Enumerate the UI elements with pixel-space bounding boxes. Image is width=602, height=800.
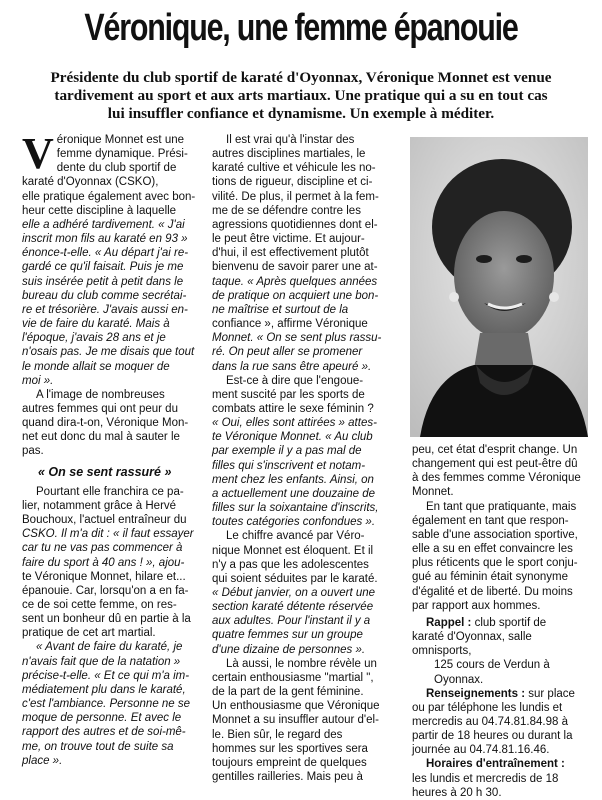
text-line: confiance », affirme Véronique	[212, 318, 368, 331]
text-line: Le chiffre avancé par Véro-	[226, 530, 365, 543]
text-line: sent un bonheur dû en partie à la	[22, 613, 191, 626]
text-line: par exemple il y a pas mal de	[212, 445, 362, 458]
text-line: Un enthousiasme que Véronique	[212, 700, 380, 713]
text-line: A l'image de nombreuses	[36, 388, 165, 401]
text-line: ré. On peut aller se promener	[212, 346, 363, 359]
text-line: section karaté détente réservée	[212, 601, 374, 614]
text-line: suis insérée petit à petit dans le	[22, 275, 184, 288]
portrait-photo	[410, 137, 588, 437]
renseignements-line: mercredis au 04.74.81.84.98 à	[412, 715, 568, 728]
text-line: filles qui s'inscrivent et notam-	[212, 459, 366, 472]
column-3-text	[412, 443, 588, 613]
text-line: Bouchoux, l'actuel entraîneur du	[22, 514, 187, 527]
text-line: femme dynamique. Prési-	[56, 148, 188, 161]
text-line: également en tant que respon-	[412, 514, 569, 527]
text-line: te Véronique Monnet, hilare et...	[22, 570, 186, 583]
text-line: énonce-t-elle. « Au départ j'ai re-	[22, 247, 189, 260]
text-line: plus réticents que le sport conju-	[412, 557, 578, 570]
text-line: a actuellement une douzaine de	[212, 487, 376, 500]
text-line: te Véronique Monnet. « Au club	[212, 431, 373, 444]
text-line: ne maîtrise et surtout de la	[212, 303, 349, 316]
text-line: peu, cet état d'esprit change. Un	[412, 444, 578, 456]
text-line: par rapport aux hommes.	[412, 599, 541, 612]
text-line: net eut donc du mal à sauter le	[22, 431, 180, 444]
dropcap: V	[22, 129, 54, 178]
lead-line: Présidente du club sportif de karaté d'Oyonnax, Véronique Monnet est venue	[50, 69, 552, 86]
text-line: Monnet a su insuffler autour d'el-	[212, 714, 379, 727]
text-line: car tu ne vas pas commencer à	[22, 542, 183, 555]
text-line: moi ».	[22, 374, 54, 387]
text-line: rapport des autres et de soi-mê-	[22, 726, 186, 739]
text-line: médiatement plu dans le karaté,	[22, 683, 186, 696]
text-line: de pratique on acquiert une bon-	[212, 289, 379, 302]
renseignements-line: journée au 04.74.81.16.46.	[412, 744, 550, 757]
text-line: « Oui, elles sont attirées » attes-	[212, 417, 377, 430]
text-line: autres femmes qui ont peur du	[22, 402, 178, 415]
text-line: l'époque, j'avais 28 ans et je	[22, 332, 166, 345]
text-line: elle pratique également avec bon-	[22, 190, 196, 203]
text-line: combats attire le sexe féminin ?	[212, 402, 374, 415]
text-line: lier, notamment grâce à Hervé	[22, 499, 177, 512]
text-line: autres disciplines martiales, le	[212, 148, 366, 161]
column-2	[212, 133, 402, 784]
lead-line: tardivement au sport et aux arts martiaux. Une pratique qui a su en tout cas	[54, 87, 548, 104]
text-line: inscrit mon fils au karaté en 93 »	[22, 233, 188, 246]
rappel-text: club sportif de	[471, 616, 547, 629]
text-line: gardé ce qu'il faisait. Puis je me	[22, 261, 184, 274]
text-line: taque. « Après quelques années	[212, 275, 378, 288]
rappel-line: 125 cours de Verdun à Oyonnax.	[434, 659, 550, 686]
text-line: « Avant de faire du karaté, je	[36, 641, 183, 654]
text-line: CSKO. Il m'a dit : « il faut essayer	[22, 528, 194, 541]
text-line: vilité. De plus, il permet à la fem-	[212, 190, 379, 203]
article-title: Véronique, une femme épanouie	[84, 7, 518, 49]
text-line: certain enthousiasme "martial ",	[212, 671, 374, 684]
text-line: n'avais fait que de la natation »	[22, 655, 181, 668]
text-line: me de se défendre contre les	[212, 204, 361, 217]
renseignements-line: ou par téléphone les lundis et	[412, 701, 563, 714]
text-line: Il est vrai qu'à l'instar des	[226, 134, 355, 146]
text-line: c'est l'ambiance. Personne ne se	[22, 698, 191, 711]
text-line: le peut être victime. Et aujour-	[212, 233, 365, 246]
text-line: ment chez les enfants. Ainsi, on	[212, 473, 374, 486]
text-line: toutes catégories confondues ».	[212, 516, 376, 529]
text-line: ce de soi cette femme, on res-	[22, 599, 177, 611]
info-box	[412, 616, 588, 800]
text-line: moque de personne. Et avec le	[22, 712, 182, 725]
text-line: Monnet.	[412, 486, 454, 499]
text-line: n'osais pas. Je me disais que tout	[22, 346, 195, 359]
column-2-text	[212, 133, 402, 784]
text-line: toujours empreint de quelques	[212, 756, 367, 769]
text-line: d'hui, il est effectivement plutôt	[212, 247, 369, 260]
text-line: ment suscité par les sports de	[212, 388, 365, 401]
text-line: dans la rue sans être apeuré ».	[212, 360, 372, 373]
text-line: d'égalité et de liberté. Du moins	[412, 585, 573, 598]
text-line: Là aussi, le nombre révèle un	[226, 657, 377, 670]
text-line: épanouie. Car, lorsqu'on a en fa-	[22, 584, 189, 597]
rappel-block	[412, 616, 588, 630]
text-line: aux adultes. Pour l'instant il y a	[212, 615, 371, 628]
horaires-line: les lundis et mercredis de 18	[412, 772, 559, 785]
text-line: Pourtant elle franchira ce pa-	[36, 485, 184, 498]
text-line: Est-ce à dire que l'engoue-	[226, 374, 364, 387]
text-line: gué au féminin était synonyme	[412, 571, 568, 584]
text-line: de la part de la gent féminine.	[212, 686, 364, 699]
text-line: pas.	[22, 445, 44, 458]
text-line: n'y a pas que les adolescentes	[212, 558, 369, 571]
text-line: sable d'une association sportive,	[412, 528, 578, 541]
text-line: dente du club sportif de	[56, 162, 177, 175]
text-line: éronique Monnet est une	[56, 134, 185, 146]
text-line: Monnet. « On se sent plus rassu-	[212, 332, 382, 345]
text-line: pratique de cet art martial.	[22, 627, 156, 640]
text-line: En tant que pratiquante, mais	[426, 500, 577, 513]
text-line: bureau du club comme secrétai-	[22, 289, 187, 302]
column-3	[412, 443, 588, 800]
subheading: « On se sent rassuré »	[38, 464, 172, 479]
text-line: « Début janvier, on a ouvert une	[212, 587, 376, 599]
text-line: le monde allait se moquer de	[22, 360, 170, 373]
text-line: agressions quotidiennes dont el-	[212, 218, 378, 231]
text-line: hommes sur les sportives sera	[212, 742, 368, 755]
text-line: tions de rigueur, discipline et ci-	[212, 176, 373, 189]
text-line: heur cette discipline à laquelle	[22, 204, 177, 217]
renseignements-block	[412, 687, 588, 701]
text-line: quand dira-t-on, Véronique Mon-	[22, 417, 189, 430]
article-lead	[20, 69, 582, 123]
renseignements-line: partir de 18 heures ou durant la	[412, 730, 573, 743]
text-line: d'une dizaine de personnes ».	[212, 643, 366, 656]
column-1-text-continued	[22, 485, 198, 768]
renseignements-label: Renseignements :	[426, 687, 526, 700]
text-line: précise-t-elle. « Et ce qui m'a im-	[22, 669, 190, 682]
text-line: le. Bien sûr, le regard des	[212, 728, 343, 741]
text-line: changement qui est peut-être dû	[412, 458, 578, 471]
text-line: me, on trouve tout de suite sa	[22, 740, 174, 753]
text-line: bienvenu de savoir parer une at-	[212, 261, 378, 274]
text-line: karaté cultive et véhicule les no-	[212, 162, 376, 175]
text-line: faire du sport à 40 ans ! », ajou-	[22, 556, 185, 569]
text-line: gentilles railleries. Mais peu à	[212, 771, 363, 784]
horaires-line: heures à 20 h 30.	[412, 786, 502, 799]
text-line: qui soient séduites par le karaté.	[212, 572, 378, 585]
horaires-label: Horaires d'entraînement :	[426, 758, 565, 771]
lead-line: lui insuffler confiance et dynamisme. Un exemple à méditer.	[107, 105, 495, 122]
text-line: elle a su en effet convaincre les	[412, 543, 573, 556]
portrait-image	[410, 137, 588, 437]
renseignements-text: sur place	[525, 687, 575, 700]
text-line: place ».	[22, 754, 63, 767]
text-line: vie de faire du karaté. Mais à	[22, 318, 170, 331]
text-line: elle a adhéré tardivement. « J'ai	[22, 218, 185, 231]
text-line: filles sur la soixantaine d'inscrits,	[212, 502, 379, 515]
column-1	[22, 129, 198, 768]
text-line: re et trésorière. J'avais aussi en-	[22, 303, 188, 316]
text-line: karaté d'Oyonnax (CSKO),	[22, 176, 159, 189]
rappel-line: karaté d'Oyonnax, salle omnisports,	[412, 631, 532, 658]
text-line: à des femmes comme Véronique	[412, 472, 581, 485]
text-line: nique Monnet est éloquent. Et il	[212, 544, 374, 557]
column-1-text	[22, 129, 198, 459]
text-line: quatre femmes sur un groupe	[212, 629, 363, 642]
rappel-label: Rappel :	[426, 616, 472, 629]
